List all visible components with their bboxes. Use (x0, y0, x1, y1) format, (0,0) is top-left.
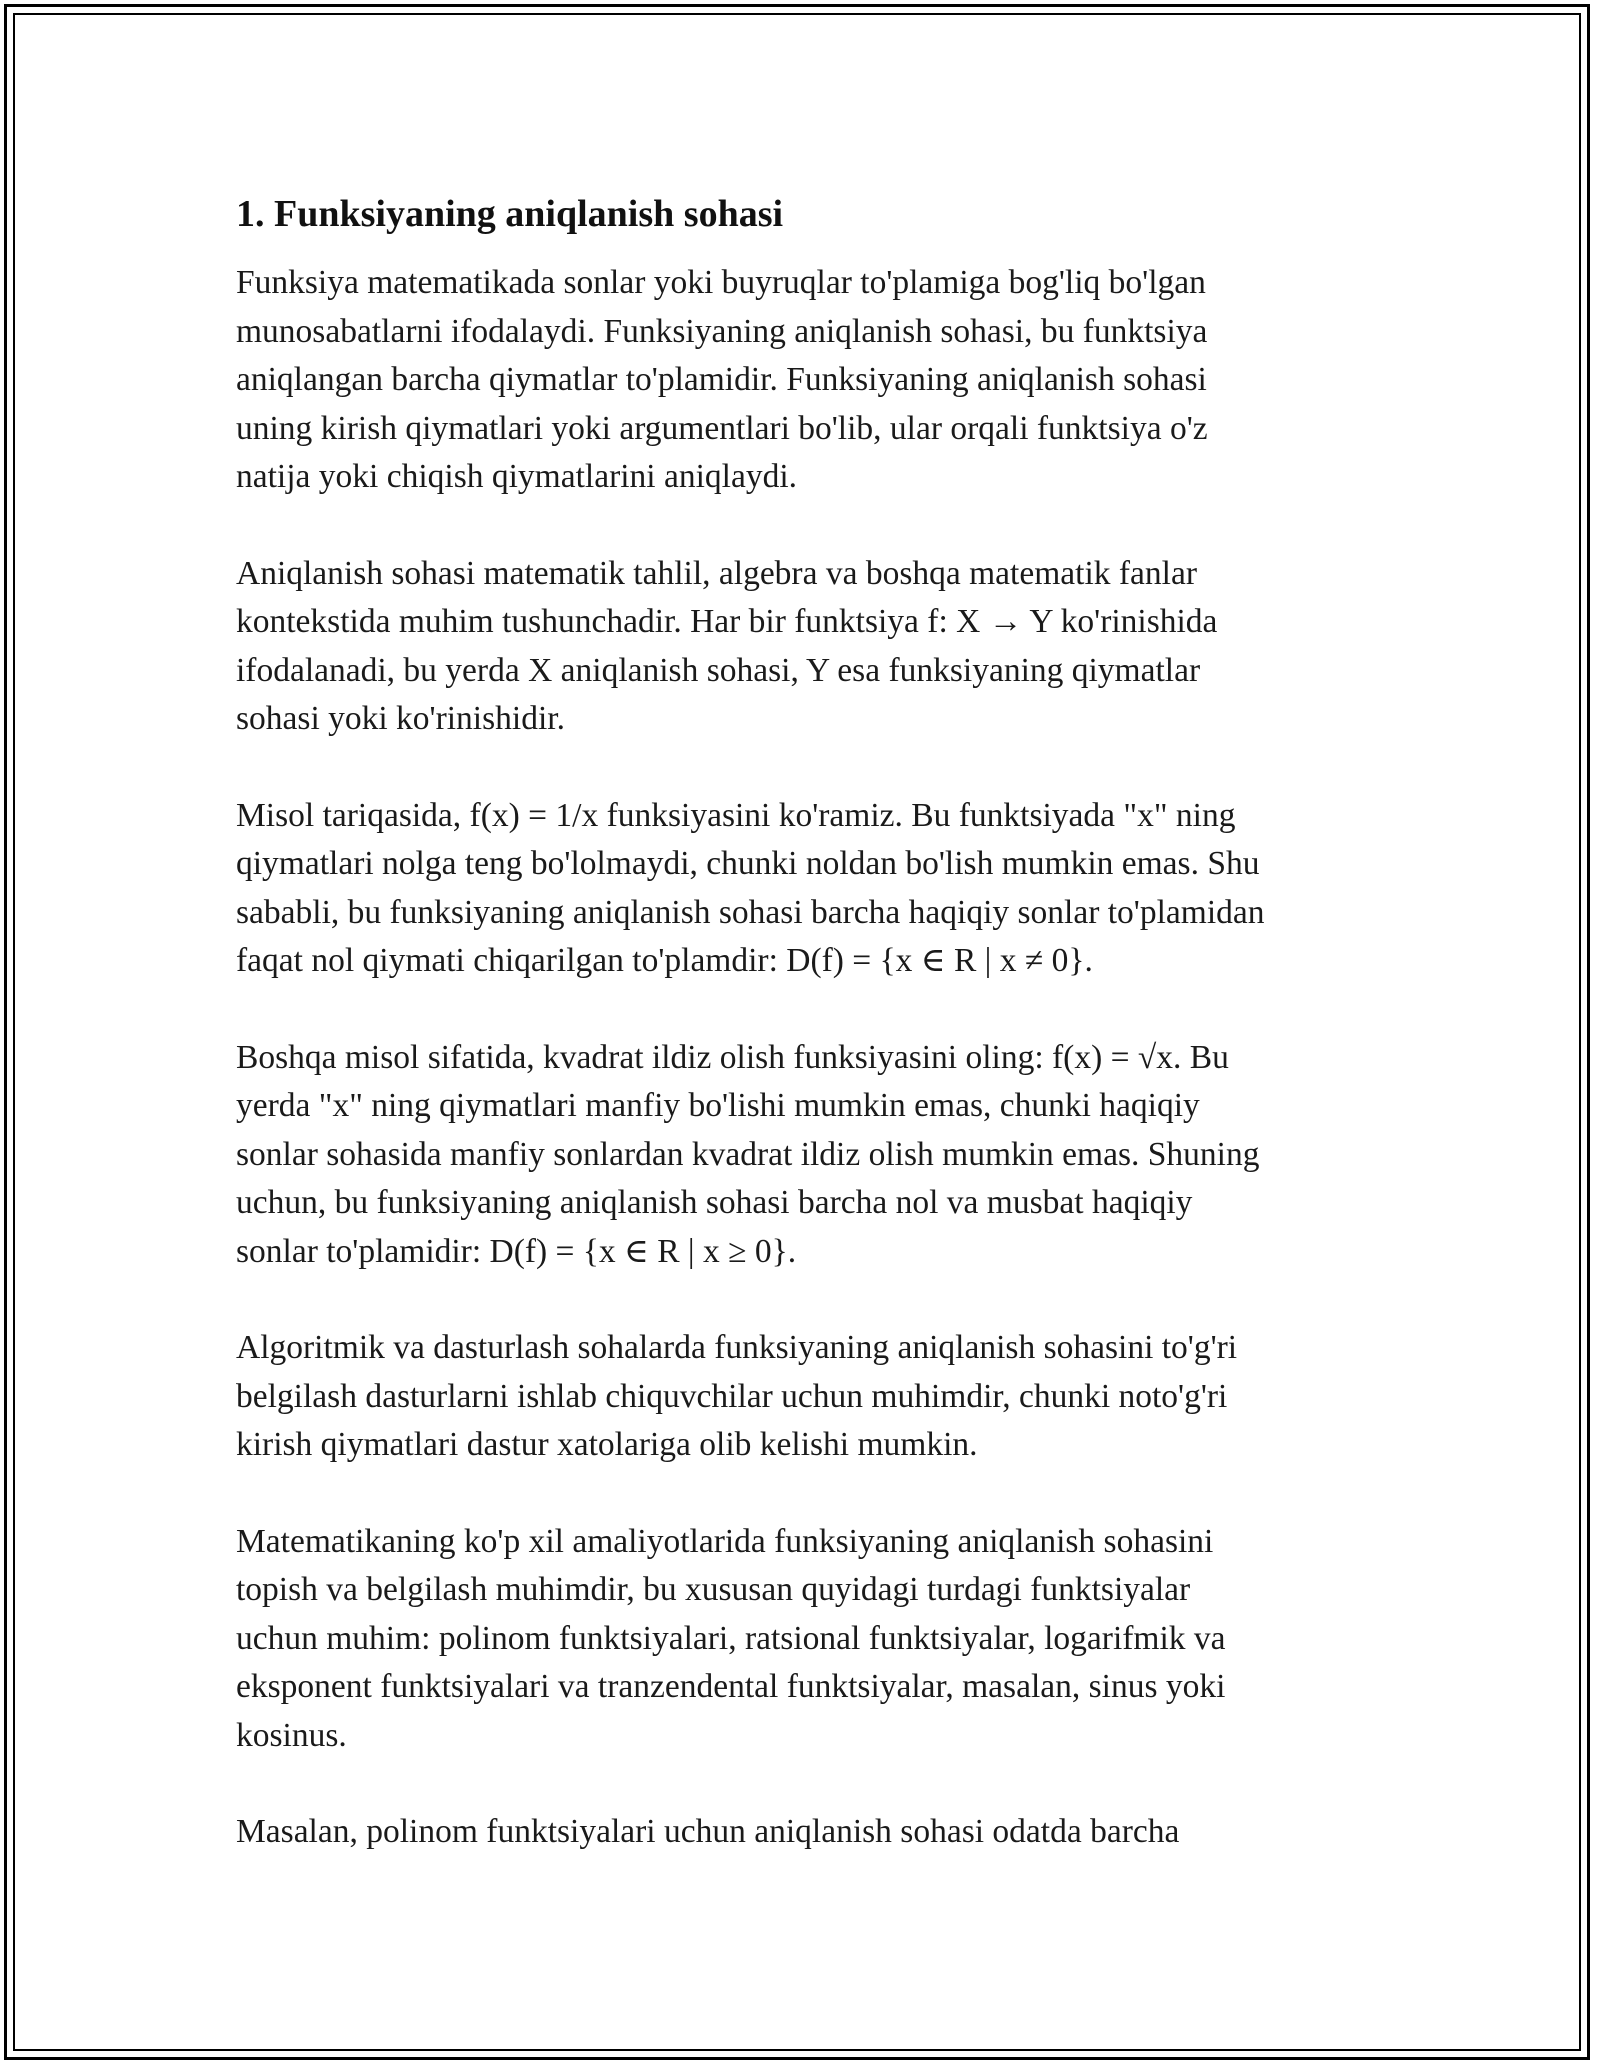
text-line: ifodalanadi, bu yerda X aniqlanish sohasi, Y esa funksiyaning qiymatlar (236, 651, 1201, 689)
text-line: aniqlangan barcha qiymatlar to'plamidir. Funksiyaning aniqlanish sohasi (236, 361, 1207, 398)
text-line: munosabatlarni ifodalaydi. Funksiyaning aniqlanish sohasi, bu funktsiya (236, 312, 1208, 350)
paragraph-5 (236, 1324, 1376, 1470)
text-line: sababli, bu funksiyaning aniqlanish sohasi barcha haqiqiy sonlar to'plamidan (236, 893, 1265, 931)
paragraph-7 (236, 1808, 1376, 1857)
text-line: topish va belgilash muhimdir, bu xususan quyidagi turdagi funktsiyalar (236, 1571, 1191, 1608)
text-line: uchun, bu funksiyaning aniqlanish sohasi barcha nol va musbat haqiqiy (236, 1184, 1193, 1221)
text-line: eksponent funktsiyalari va tranzendental funktsiyalar, masalan, sinus yoki (236, 1668, 1226, 1705)
text-line: uchun muhim: polinom funktsiyalari, ratsional funktsiyalar, logarifmik va (236, 1619, 1226, 1657)
paragraph-4 (236, 1034, 1376, 1277)
paragraph-6 (236, 1518, 1376, 1761)
text-line: kosinus. (236, 1716, 347, 1754)
text-line: Misol tariqasida, f(x) = 1/x funksiyasini ko'ramiz. Bu funktsiyada "x" ning (236, 796, 1236, 834)
paragraph-3 (236, 792, 1376, 986)
text-line: yerda "x" ning qiymatlari manfiy bo'lishi mumkin emas, chunki haqiqiy (236, 1087, 1200, 1124)
text-line: natija yoki chiqish qiymatlarini aniqlaydi. (236, 458, 798, 495)
text-line: Funksiya matematikada sonlar yoki buyruqlar to'plamiga bog'liq bo'lgan (236, 264, 1206, 301)
section-heading: 1. Funksiyaning aniqlanish sohasi (236, 193, 784, 235)
text-line: Matematikaning ko'p xil amaliyotlarida funksiyaning aniqlanish sohasini (236, 1522, 1214, 1560)
text-line: Aniqlanish sohasi matematik tahlil, algebra va boshqa matematik fanlar (236, 554, 1197, 592)
text-line: sonlar to'plamidir: D(f) = {x ∈ R | x ≥ 0}. (236, 1232, 797, 1270)
text-line: Masalan, polinom funktsiyalari uchun aniqlanish sohasi odatda barcha (236, 1813, 1180, 1850)
text-line: Algoritmik va dasturlash sohalarda funksiyaning aniqlanish sohasini to'g'ri (236, 1329, 1238, 1366)
text-line: uning kirish qiymatlari yoki argumentlari bo'lib, ular orqali funktsiya o'z (236, 409, 1208, 447)
document-body (236, 185, 1376, 1905)
paragraph-2 (236, 550, 1376, 744)
text-line: sohasi yoki ko'rinishidir. (236, 700, 565, 737)
text-line: qiymatlari nolga teng bo'lolmaydi, chunki noldan bo'lish mumkin emas. Shu (236, 845, 1260, 882)
text-line: belgilash dasturlarni ishlab chiquvchilar uchun muhimdir, chunki noto'g'ri (236, 1377, 1228, 1415)
text-line: kirish qiymatlari dastur xatolariga olib kelishi mumkin. (236, 1426, 978, 1463)
text-line: sonlar sohasida manfiy sonlardan kvadrat ildiz olish mumkin emas. Shuning (236, 1135, 1260, 1173)
text-line: kontekstida muhim tushunchadir. Har bir funktsiya f: X → Y ko'rinishida (236, 603, 1218, 640)
text-line: Boshqa misol sifatida, kvadrat ildiz olish funksiyasini oling: f(x) = √x. Bu (236, 1038, 1229, 1076)
text-line: faqat nol qiymati chiqarilgan to'plamdir: D(f) = {x ∈ R | x ≠ 0}. (236, 942, 1093, 979)
paragraph-1 (236, 259, 1376, 502)
